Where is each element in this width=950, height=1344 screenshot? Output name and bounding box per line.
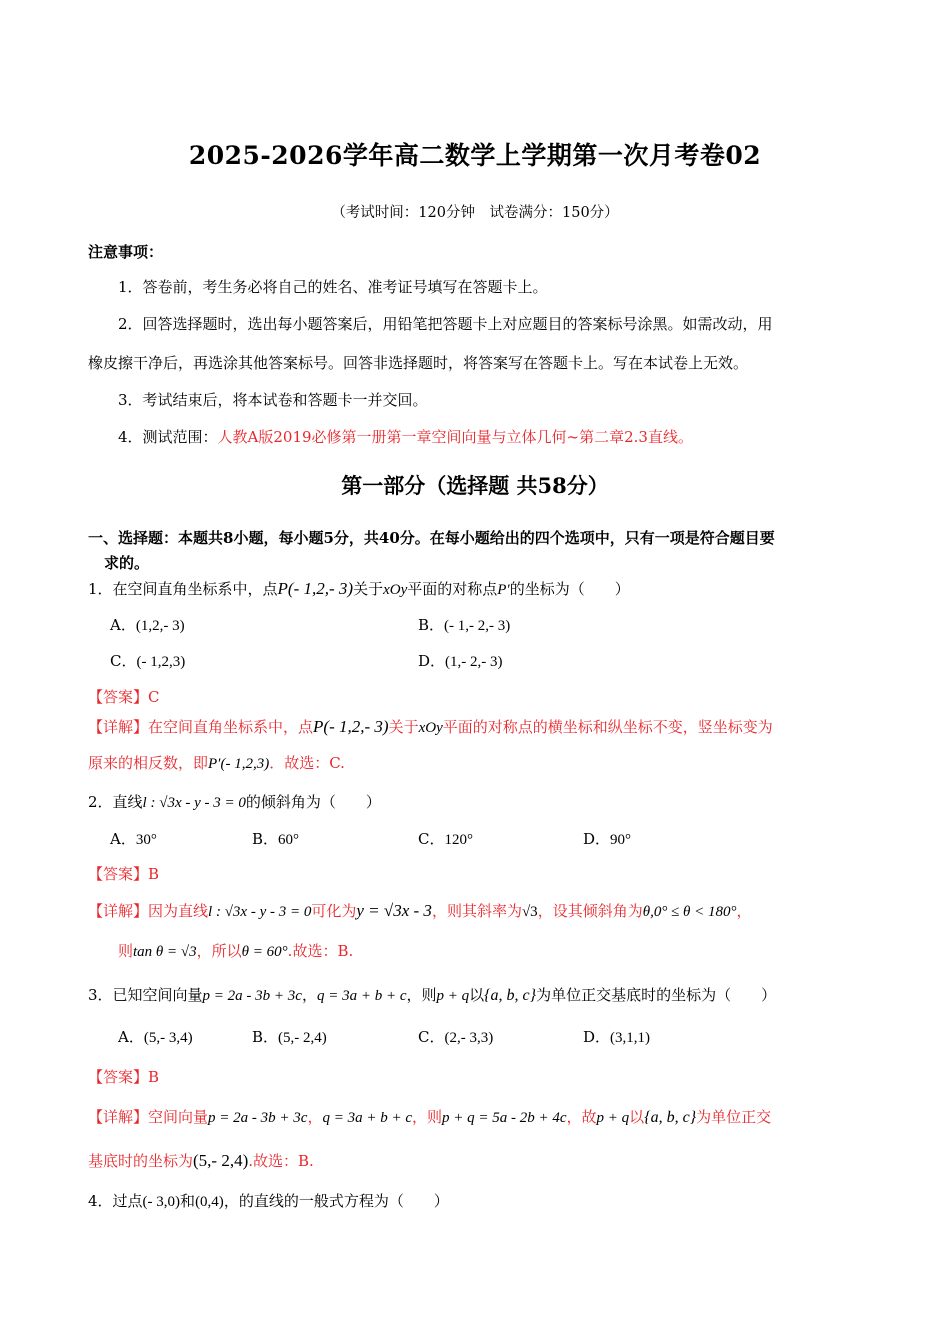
q2-detail-line2: 则tan θ = √3，所以θ = 60°.故选：B.: [118, 942, 354, 960]
q1-option-c: C．(- 1,2,3): [110, 652, 186, 670]
q3-option-d: D．(3,1,1): [583, 1028, 651, 1046]
notice-item-1: 1．答卷前，考生务必将自己的姓名、准考证号填写在答题卡上。: [118, 278, 548, 296]
q2-option-c: C．120°: [418, 830, 473, 848]
part1-intro-cont: 求的。: [104, 554, 150, 572]
q1-option-d: D．(1,- 2,- 3): [418, 652, 503, 670]
q3-option-a: A．(5,- 3,4): [118, 1028, 193, 1046]
question-3-stem: 3．已知空间向量p = 2a - 3b + 3c，q = 3a + b + c，则p + q以{a, b, c}为单位正交基底时的坐标为（ ）: [88, 986, 777, 1004]
notice-item-2-cont: 橡皮擦干净后，再选涂其他答案标号。回答非选择题时，将答案写在答题卡上。写在本试卷上无效。: [88, 354, 749, 372]
question-2-stem: 2．直线l : √3x - y - 3 = 0的倾斜角为（ ）: [88, 793, 381, 811]
notice-item-3: 3．考试结束后，将本试卷和答题卡一并交回。: [118, 391, 428, 409]
exam-info: （考试时间：120分钟 试卷满分：150分）: [331, 205, 619, 221]
q1-option-a: A．(1,2,- 3): [110, 616, 185, 634]
q3-detail-line2: 基底时的坐标为(5,- 2,4).故选：B.: [88, 1151, 314, 1170]
q2-option-a: A．30°: [110, 830, 157, 848]
q2-answer: 【答案】B: [88, 865, 160, 883]
page-title: 2025-2026学年高二数学上学期第一次月考卷02: [188, 141, 762, 170]
q1-detail-line2: 原来的相反数，即P′(- 1,2,3)．故选：C.: [88, 754, 345, 772]
q3-option-b: B．(5,- 2,4): [252, 1028, 327, 1046]
q3-option-c: C．(2,- 3,3): [418, 1028, 494, 1046]
section-title: 第一部分（选择题 共58分）: [341, 473, 609, 498]
q3-answer: 【答案】B: [88, 1068, 160, 1086]
q1-answer: 【答案】C: [88, 688, 160, 706]
q1-option-b: B．(- 1,- 2,- 3): [418, 616, 511, 634]
notice-heading: 注意事项：: [88, 243, 164, 261]
q2-option-b: B．60°: [252, 830, 300, 848]
notice-item-4: 4．测试范围：人教A版2019必修第一册第一章空间向量与立体几何~第二章2.3直线。: [118, 428, 693, 446]
q2-detail-line1: 【详解】因为直线l : √3x - y - 3 = 0可化为y = √3x - 3，则其斜率为√3，设其倾斜角为θ,0° ≤ θ < 180°，: [88, 901, 752, 920]
question-4-stem: 4．过点(- 3,0)和(0,4)，的直线的一般式方程为（ ）: [88, 1192, 449, 1210]
q1-detail-line1: 【详解】在空间直角坐标系中，点P(- 1,2,- 3)关于xOy平面的对称点的横坐标和纵坐标不变，竖坐标变为: [88, 717, 773, 736]
question-1-stem: 1．在空间直角坐标系中，点P(- 1,2,- 3)关于xOy平面的对称点P′的坐标为（ ）: [88, 579, 630, 598]
q2-option-d: D．90°: [583, 830, 632, 848]
notice-item-2: 2．回答选择题时，选出每小题答案后，用铅笔把答题卡上对应题目的答案标号涂黑。如需改动，用: [118, 315, 773, 333]
part1-intro: 一、选择题：本题共8小题，每小题5分，共40分。在每小题给出的四个选项中，只有一项是符合题目要: [88, 529, 775, 547]
test-scope: 人教A版2019必修第一册第一章空间向量与立体几何~第二章2.3直线。: [217, 428, 693, 446]
q3-detail-line1: 【详解】空间向量p = 2a - 3b + 3c，q = 3a + b + c，则p + q = 5a - 2b + 4c，故p + q以{a, b, c}为单位正交: [88, 1108, 772, 1126]
